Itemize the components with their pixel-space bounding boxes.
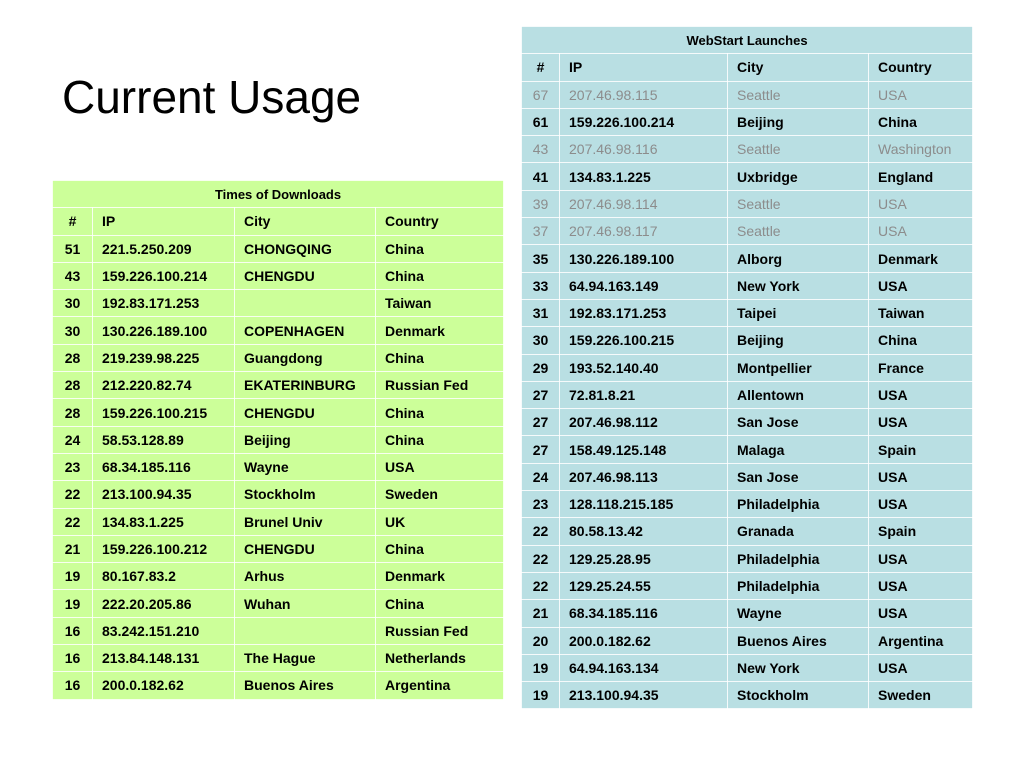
- cell-city: San Jose: [728, 463, 869, 490]
- cell-country: USA: [869, 572, 973, 599]
- cell-country: Denmark: [376, 563, 504, 590]
- caption-row: [522, 27, 973, 54]
- header-city: City: [235, 208, 376, 235]
- cell-country: Russian Fed: [376, 617, 504, 644]
- cell-country: UK: [376, 508, 504, 535]
- cell-count: 22: [522, 572, 560, 599]
- header-country: Country: [376, 208, 504, 235]
- cell-city: Uxbridge: [728, 163, 869, 190]
- table-row: [53, 508, 504, 535]
- table-row: [522, 518, 973, 545]
- cell-city: Beijing: [728, 108, 869, 135]
- cell-city: Beijing: [728, 327, 869, 354]
- cell-count: 51: [53, 235, 93, 262]
- table-row: [522, 627, 973, 654]
- header-rank: #: [53, 208, 93, 235]
- cell-ip: 128.118.215.185: [560, 491, 728, 518]
- cell-count: 19: [53, 563, 93, 590]
- caption-row: [53, 181, 504, 208]
- header-ip: IP: [560, 54, 728, 81]
- cell-count: 22: [53, 508, 93, 535]
- table-row: [522, 190, 973, 217]
- cell-country: China: [869, 108, 973, 135]
- cell-country: USA: [869, 491, 973, 518]
- cell-country: Taiwan: [869, 299, 973, 326]
- cell-ip: 207.46.98.112: [560, 409, 728, 436]
- cell-city: Wayne: [728, 600, 869, 627]
- cell-country: USA: [869, 545, 973, 572]
- cell-count: 27: [522, 436, 560, 463]
- cell-city: Granada: [728, 518, 869, 545]
- table-row: [522, 545, 973, 572]
- table-row: [522, 245, 973, 272]
- cell-count: 27: [522, 381, 560, 408]
- cell-ip: 129.25.28.95: [560, 545, 728, 572]
- cell-count: 28: [53, 344, 93, 371]
- cell-ip: 134.83.1.225: [560, 163, 728, 190]
- cell-ip: 159.226.100.215: [93, 399, 235, 426]
- cell-country: China: [376, 262, 504, 289]
- cell-city: Buenos Aires: [728, 627, 869, 654]
- cell-country: USA: [869, 409, 973, 436]
- table-row: [53, 372, 504, 399]
- cell-count: 21: [522, 600, 560, 627]
- table-row: [522, 463, 973, 490]
- cell-city: COPENHAGEN: [235, 317, 376, 344]
- table-row: [522, 272, 973, 299]
- header-row: [53, 208, 504, 235]
- cell-count: 16: [53, 617, 93, 644]
- cell-ip: 213.84.148.131: [93, 645, 235, 672]
- header-rank: #: [522, 54, 560, 81]
- cell-count: 30: [522, 327, 560, 354]
- cell-ip: 193.52.140.40: [560, 354, 728, 381]
- cell-ip: 129.25.24.55: [560, 572, 728, 599]
- cell-count: 31: [522, 299, 560, 326]
- cell-city: Seattle: [728, 190, 869, 217]
- cell-count: 37: [522, 218, 560, 245]
- cell-count: 16: [53, 672, 93, 699]
- cell-city: CHONGQING: [235, 235, 376, 262]
- cell-city: Philadelphia: [728, 545, 869, 572]
- table-row: [53, 426, 504, 453]
- cell-ip: 159.226.100.212: [93, 535, 235, 562]
- cell-country: Washington: [869, 136, 973, 163]
- cell-ip: 192.83.171.253: [93, 290, 235, 317]
- cell-ip: 72.81.8.21: [560, 381, 728, 408]
- cell-city: Buenos Aires: [235, 672, 376, 699]
- cell-ip: 58.53.128.89: [93, 426, 235, 453]
- cell-country: Spain: [869, 518, 973, 545]
- cell-country: USA: [869, 381, 973, 408]
- cell-city: Arhus: [235, 563, 376, 590]
- table-row: [522, 218, 973, 245]
- cell-city: Wuhan: [235, 590, 376, 617]
- cell-count: 30: [53, 290, 93, 317]
- table-caption: WebStart Launches: [522, 27, 973, 54]
- cell-country: Netherlands: [376, 645, 504, 672]
- cell-count: 39: [522, 190, 560, 217]
- table-row: [53, 481, 504, 508]
- cell-count: 19: [522, 654, 560, 681]
- table-row: [522, 409, 973, 436]
- cell-count: 30: [53, 317, 93, 344]
- cell-ip: 83.242.151.210: [93, 617, 235, 644]
- cell-city: Philadelphia: [728, 572, 869, 599]
- cell-count: 22: [522, 545, 560, 572]
- cell-country: China: [376, 344, 504, 371]
- cell-city: The Hague: [235, 645, 376, 672]
- cell-country: Denmark: [376, 317, 504, 344]
- cell-city: Taipei: [728, 299, 869, 326]
- cell-city: Guangdong: [235, 344, 376, 371]
- cell-country: Argentina: [869, 627, 973, 654]
- cell-ip: 68.34.185.116: [560, 600, 728, 627]
- cell-ip: 200.0.182.62: [560, 627, 728, 654]
- cell-city: CHENGDU: [235, 399, 376, 426]
- cell-ip: 213.100.94.35: [93, 481, 235, 508]
- table-caption: Times of Downloads: [53, 181, 504, 208]
- cell-count: 22: [53, 481, 93, 508]
- table-row: [522, 654, 973, 681]
- cell-city: CHENGDU: [235, 535, 376, 562]
- cell-ip: 212.220.82.74: [93, 372, 235, 399]
- cell-count: 16: [53, 645, 93, 672]
- cell-count: 33: [522, 272, 560, 299]
- cell-country: USA: [869, 600, 973, 627]
- cell-ip: 134.83.1.225: [93, 508, 235, 535]
- cell-count: 29: [522, 354, 560, 381]
- cell-country: England: [869, 163, 973, 190]
- header-city: City: [728, 54, 869, 81]
- table-row: [53, 344, 504, 371]
- cell-country: Denmark: [869, 245, 973, 272]
- table-row: [53, 399, 504, 426]
- header-country: Country: [869, 54, 973, 81]
- cell-ip: 130.226.189.100: [560, 245, 728, 272]
- cell-ip: 159.226.100.214: [560, 108, 728, 135]
- cell-count: 21: [53, 535, 93, 562]
- cell-city: Brunel Univ: [235, 508, 376, 535]
- cell-city: Allentown: [728, 381, 869, 408]
- cell-country: USA: [869, 190, 973, 217]
- table-row: [522, 327, 973, 354]
- table-row: [522, 491, 973, 518]
- cell-country: China: [376, 235, 504, 262]
- table-row: [53, 645, 504, 672]
- cell-city: Seattle: [728, 81, 869, 108]
- table-row: [522, 81, 973, 108]
- cell-ip: 200.0.182.62: [93, 672, 235, 699]
- cell-ip: 159.226.100.215: [560, 327, 728, 354]
- cell-count: 43: [53, 262, 93, 289]
- cell-ip: 64.94.163.134: [560, 654, 728, 681]
- table-row: [53, 535, 504, 562]
- cell-count: 27: [522, 409, 560, 436]
- cell-ip: 207.46.98.115: [560, 81, 728, 108]
- cell-country: France: [869, 354, 973, 381]
- cell-city: Malaga: [728, 436, 869, 463]
- cell-ip: 68.34.185.116: [93, 453, 235, 480]
- cell-city: New York: [728, 654, 869, 681]
- cell-ip: 207.46.98.113: [560, 463, 728, 490]
- slide-title: Current Usage: [62, 71, 362, 123]
- cell-count: 19: [522, 682, 560, 709]
- cell-country: USA: [869, 654, 973, 681]
- cell-country: Sweden: [376, 481, 504, 508]
- cell-city: Alborg: [728, 245, 869, 272]
- cell-ip: 192.83.171.253: [560, 299, 728, 326]
- cell-count: 43: [522, 136, 560, 163]
- cell-city: [235, 617, 376, 644]
- cell-city: New York: [728, 272, 869, 299]
- cell-count: 67: [522, 81, 560, 108]
- cell-count: 61: [522, 108, 560, 135]
- cell-ip: 80.167.83.2: [93, 563, 235, 590]
- table-row: [522, 682, 973, 709]
- cell-country: Taiwan: [376, 290, 504, 317]
- cell-country: USA: [869, 272, 973, 299]
- cell-count: 24: [522, 463, 560, 490]
- cell-city: San Jose: [728, 409, 869, 436]
- table-row: [522, 136, 973, 163]
- cell-country: Sweden: [869, 682, 973, 709]
- table-row: [53, 590, 504, 617]
- cell-country: Argentina: [376, 672, 504, 699]
- table-row: [53, 235, 504, 262]
- downloads-table: [52, 180, 504, 700]
- cell-city: EKATERINBURG: [235, 372, 376, 399]
- cell-ip: 213.100.94.35: [560, 682, 728, 709]
- table-row: [522, 436, 973, 463]
- cell-count: 23: [522, 491, 560, 518]
- cell-count: 23: [53, 453, 93, 480]
- cell-country: USA: [869, 218, 973, 245]
- cell-ip: 207.46.98.114: [560, 190, 728, 217]
- cell-count: 24: [53, 426, 93, 453]
- cell-city: CHENGDU: [235, 262, 376, 289]
- launches-table: [521, 26, 973, 709]
- cell-city: Philadelphia: [728, 491, 869, 518]
- table-row: [522, 299, 973, 326]
- table-row: [53, 672, 504, 699]
- cell-country: China: [376, 399, 504, 426]
- table-row: [53, 290, 504, 317]
- cell-city: Beijing: [235, 426, 376, 453]
- cell-country: China: [376, 426, 504, 453]
- cell-city: Stockholm: [728, 682, 869, 709]
- cell-city: Seattle: [728, 218, 869, 245]
- cell-ip: 159.226.100.214: [93, 262, 235, 289]
- table-row: [53, 617, 504, 644]
- cell-city: Stockholm: [235, 481, 376, 508]
- cell-count: 20: [522, 627, 560, 654]
- cell-ip: 219.239.98.225: [93, 344, 235, 371]
- table-row: [522, 163, 973, 190]
- cell-count: 41: [522, 163, 560, 190]
- header-ip: IP: [93, 208, 235, 235]
- cell-ip: 80.58.13.42: [560, 518, 728, 545]
- table-row: [53, 262, 504, 289]
- cell-city: Montpellier: [728, 354, 869, 381]
- cell-city: Wayne: [235, 453, 376, 480]
- header-row: [522, 54, 973, 81]
- table-row: [522, 600, 973, 627]
- cell-count: 28: [53, 399, 93, 426]
- cell-ip: 130.226.189.100: [93, 317, 235, 344]
- cell-country: China: [376, 590, 504, 617]
- cell-country: USA: [869, 81, 973, 108]
- cell-count: 28: [53, 372, 93, 399]
- cell-country: China: [376, 535, 504, 562]
- cell-country: USA: [869, 463, 973, 490]
- cell-country: Spain: [869, 436, 973, 463]
- cell-country: USA: [376, 453, 504, 480]
- table-row: [53, 317, 504, 344]
- cell-ip: 207.46.98.117: [560, 218, 728, 245]
- table-row: [522, 572, 973, 599]
- table-row: [53, 563, 504, 590]
- table-row: [522, 354, 973, 381]
- table-row: [53, 453, 504, 480]
- cell-count: 19: [53, 590, 93, 617]
- cell-ip: 207.46.98.116: [560, 136, 728, 163]
- cell-count: 35: [522, 245, 560, 272]
- cell-ip: 222.20.205.86: [93, 590, 235, 617]
- table-row: [522, 108, 973, 135]
- cell-ip: 158.49.125.148: [560, 436, 728, 463]
- cell-ip: 221.5.250.209: [93, 235, 235, 262]
- cell-count: 22: [522, 518, 560, 545]
- table-row: [522, 381, 973, 408]
- cell-city: [235, 290, 376, 317]
- cell-city: Seattle: [728, 136, 869, 163]
- cell-country: Russian Fed: [376, 372, 504, 399]
- cell-country: China: [869, 327, 973, 354]
- cell-ip: 64.94.163.149: [560, 272, 728, 299]
